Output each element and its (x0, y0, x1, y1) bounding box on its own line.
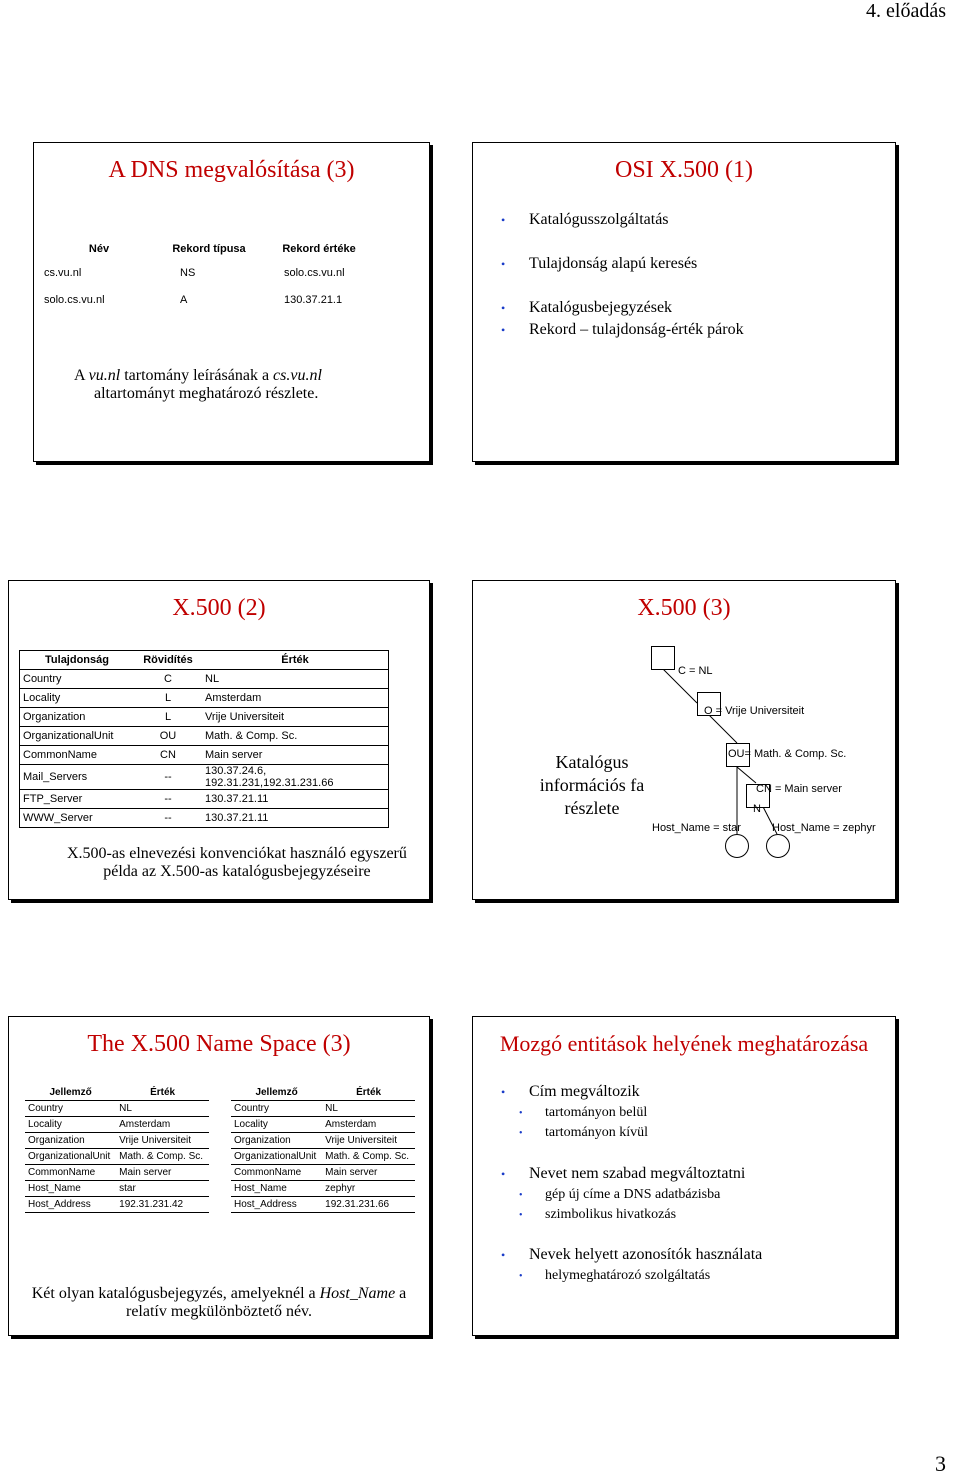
cell: Vrije Universiteit (116, 1133, 209, 1149)
cell: Organization (20, 708, 135, 727)
cell: L (134, 708, 202, 727)
bullet-icon: • (501, 301, 506, 315)
cell: CommonName (231, 1165, 322, 1181)
table-row (20, 689, 389, 708)
col-header: Jellemző (25, 1085, 116, 1101)
page-number: 3 (935, 1451, 946, 1476)
slide-x500-2 (8, 580, 430, 900)
bullet-text: gép új címe a DNS adatbázisba (545, 1187, 721, 1202)
cell: 130.37.21.1 (284, 293, 343, 306)
cell: WWW_Server (20, 809, 135, 828)
bullet-text: Tulajdonság alapú keresés (529, 255, 698, 272)
table-row (231, 1181, 415, 1197)
cell: OrganizationalUnit (25, 1149, 116, 1165)
cell: Math. & Comp. Sc. (322, 1149, 415, 1165)
bullet-text: tartományon belül (545, 1105, 648, 1120)
slide-title: OSI X.500 (1) (615, 157, 753, 183)
bullet-text: Nevek helyett azonosítók használata (529, 1246, 763, 1263)
table-row (25, 1149, 209, 1165)
sub-bullet-item (519, 1187, 720, 1203)
cell: L (134, 689, 202, 708)
slide-title: X.500 (3) (637, 595, 731, 621)
bullet-icon: • (501, 1085, 506, 1099)
col-header: Érték (202, 651, 389, 670)
table-header-row (20, 651, 389, 670)
table-row (231, 1117, 415, 1133)
table-row (25, 1181, 209, 1197)
caption-part: Két olyan katalógusbejegyzés, amelyeknél a (31, 1285, 320, 1302)
cell: Locality (231, 1117, 322, 1133)
bullet-item (501, 321, 744, 339)
caption-line: információs fa (539, 775, 645, 795)
col-header: Jellemző (231, 1085, 322, 1101)
table-row (231, 1133, 415, 1149)
cell: Amsterdam (322, 1117, 415, 1133)
bullet-text: Nevet nem szabad megváltoztatni (529, 1165, 746, 1182)
bullet-text: helymeghatározó szolgáltatás (545, 1268, 711, 1283)
cell: Host_Name (25, 1181, 116, 1197)
caption-line: példa az X.500-as katalógusbejegyzéseire (103, 863, 371, 880)
bullet-icon: • (501, 1248, 506, 1262)
slide-x500-3 (472, 580, 896, 900)
tree-label-n: N (753, 803, 761, 815)
cell: Organization (25, 1133, 116, 1149)
bullet-item (501, 1246, 762, 1264)
cell: NL (116, 1101, 209, 1117)
cell: cs.vu.nl (44, 266, 82, 279)
cell: OrganizationalUnit (20, 727, 135, 746)
table-row (25, 1101, 209, 1117)
cell: 130.37.24.6, 192.31.231,192.31.231.66 (202, 765, 389, 790)
sub-bullet-item (519, 1105, 647, 1121)
bullet-text: tartományon kívül (545, 1125, 649, 1140)
slide-dns-3 (33, 142, 430, 462)
cell: Locality (20, 689, 135, 708)
slide-caption (67, 845, 407, 881)
cell: Country (25, 1101, 116, 1117)
cell: Organization (231, 1133, 322, 1149)
tree-leaf (725, 834, 749, 858)
cell: 192.31.231.42 (116, 1197, 209, 1213)
cell: FTP_Server (20, 790, 135, 809)
cell: NL (322, 1101, 415, 1117)
slide-osi-x500-1 (472, 142, 896, 462)
cell: -- (134, 790, 202, 809)
tree-label-ou: OU= Math. & Comp. Sc. (728, 748, 847, 760)
x500-attribute-table (19, 650, 389, 828)
tree-label-c: C = NL (678, 665, 713, 677)
table-row (25, 1117, 209, 1133)
bullet-item (501, 1165, 745, 1183)
table-row (20, 790, 389, 809)
caption-line: részlete (564, 798, 620, 818)
cell: CommonName (20, 746, 135, 765)
table-header-row (231, 1085, 415, 1101)
col-header: Érték (116, 1085, 209, 1101)
caption-line: Katalógus (555, 752, 629, 772)
cell: Host_Address (231, 1197, 322, 1213)
slide-title: A DNS megvalósítása (3) (108, 157, 355, 183)
bullet-item (501, 1083, 640, 1101)
cell: 130.37.21.11 (202, 790, 389, 809)
table-row (231, 1101, 415, 1117)
table-row (20, 727, 389, 746)
cell: Host_Name (231, 1181, 322, 1197)
cell: Mail_Servers (20, 765, 135, 790)
cell: Locality (25, 1117, 116, 1133)
table-row (231, 1149, 415, 1165)
tree-label-star: Host_Name = star (652, 822, 741, 834)
cell: Country (20, 670, 135, 689)
slide-title: Mozgó entitások helyének meghatározása (499, 1031, 869, 1056)
cell: Math. & Comp. Sc. (116, 1149, 209, 1165)
bullet-text: szimbolikus hivatkozás (545, 1207, 677, 1222)
cell: Country (231, 1101, 322, 1117)
sub-bullet-item (519, 1207, 676, 1223)
cell: Main server (116, 1165, 209, 1181)
cell: CN (134, 746, 202, 765)
cell: C (134, 670, 202, 689)
cell: solo.cs.vu.nl (44, 293, 105, 306)
table-row (231, 1165, 415, 1181)
col-header: Rövidítés (134, 651, 202, 670)
cell: NS (180, 266, 196, 279)
cell: 130.37.21.11 (202, 809, 389, 828)
cell: OrganizationalUnit (231, 1149, 322, 1165)
bullet-icon: • (519, 1271, 523, 1282)
directory-tree-lines (473, 581, 897, 901)
tree-label-o: O = Vrije Universiteit (704, 705, 805, 717)
slide-caption (74, 367, 322, 403)
caption-part: Host_Name (319, 1285, 396, 1302)
slide-caption (19, 1285, 419, 1321)
table-row (25, 1197, 209, 1213)
cell: Main server (202, 746, 389, 765)
cell: star (116, 1181, 209, 1197)
caption-part: tartomány leírásának a (120, 367, 274, 384)
table-row (20, 809, 389, 828)
bullet-item (501, 255, 697, 273)
col-header: Tulajdonság (20, 651, 135, 670)
sub-bullet-item (519, 1268, 710, 1284)
cell: zephyr (322, 1181, 415, 1197)
cell: -- (134, 765, 202, 790)
bullet-item (501, 299, 672, 317)
cell: Vrije Universiteit (322, 1133, 415, 1149)
table-header-row (44, 239, 374, 259)
slide-title: X.500 (2) (172, 595, 266, 621)
cell: NL (202, 670, 389, 689)
tree-label-cn: CN = Main server (756, 783, 842, 795)
page-header: 4. előadás (866, 0, 946, 22)
slide-mobile-entities (472, 1016, 896, 1336)
bullet-icon: • (519, 1128, 523, 1139)
cell: Amsterdam (116, 1117, 209, 1133)
caption-part: cs.vu.nl (273, 367, 322, 384)
tree-node (651, 646, 675, 670)
cell: Math. & Comp. Sc. (202, 727, 389, 746)
bullet-icon: • (501, 323, 506, 337)
cell: OU (134, 727, 202, 746)
bullet-icon: • (519, 1190, 523, 1201)
caption-part: vu.nl (88, 367, 121, 384)
table-header-row (25, 1085, 209, 1101)
bullet-icon: • (519, 1210, 523, 1221)
slide-x500-namespace-3 (8, 1016, 430, 1336)
cell: -- (134, 809, 202, 828)
entry-table-right (231, 1085, 415, 1213)
table-row (44, 259, 374, 286)
cell: Vrije Universiteit (202, 708, 389, 727)
cell: A (180, 293, 188, 306)
bullet-icon: • (501, 257, 506, 271)
entry-table-left (25, 1085, 209, 1213)
caption-part: altartományt meghatározó részlete. (94, 385, 319, 402)
col-header: Érték (322, 1085, 415, 1101)
table-row (25, 1165, 209, 1181)
col-header: Rekord értéke (282, 243, 356, 255)
cell: 192.31.231.66 (322, 1197, 415, 1213)
cell: Host_Address (25, 1197, 116, 1213)
tree-label-zephyr: Host_Name = zephyr (772, 822, 876, 834)
bullet-text: Katalógusbejegyzések (529, 299, 673, 316)
col-header: Rekord típusa (172, 243, 246, 255)
sub-bullet-item (519, 1125, 648, 1141)
bullet-icon: • (519, 1108, 523, 1119)
caption-part: relatív megkülönböztető név. (125, 1303, 312, 1320)
table-row (20, 765, 389, 790)
table-row (25, 1133, 209, 1149)
table-row (20, 746, 389, 765)
cell: solo.cs.vu.nl (284, 266, 345, 279)
cell: Main server (322, 1165, 415, 1181)
bullet-text: Cím megváltozik (529, 1083, 640, 1100)
dns-record-table (44, 239, 374, 313)
table-row (231, 1197, 415, 1213)
table-row (20, 670, 389, 689)
bullet-icon: • (501, 1167, 506, 1181)
bullet-text: Rekord – tulajdonság-érték párok (529, 321, 744, 338)
bullet-item (501, 211, 669, 229)
slide-title: The X.500 Name Space (3) (87, 1031, 351, 1057)
col-header: Név (88, 243, 110, 255)
caption-part: A (74, 367, 89, 384)
cell: Amsterdam (202, 689, 389, 708)
bullet-text: Katalógusszolgáltatás (529, 211, 669, 228)
caption-line: X.500-as elnevezési konvenciókat használó egyszerű (67, 845, 407, 862)
tree-leaf (766, 834, 790, 858)
table-row (20, 708, 389, 727)
bullet-icon: • (501, 213, 506, 227)
cell: CommonName (25, 1165, 116, 1181)
table-row (44, 286, 374, 313)
caption-part: a (395, 1285, 407, 1302)
